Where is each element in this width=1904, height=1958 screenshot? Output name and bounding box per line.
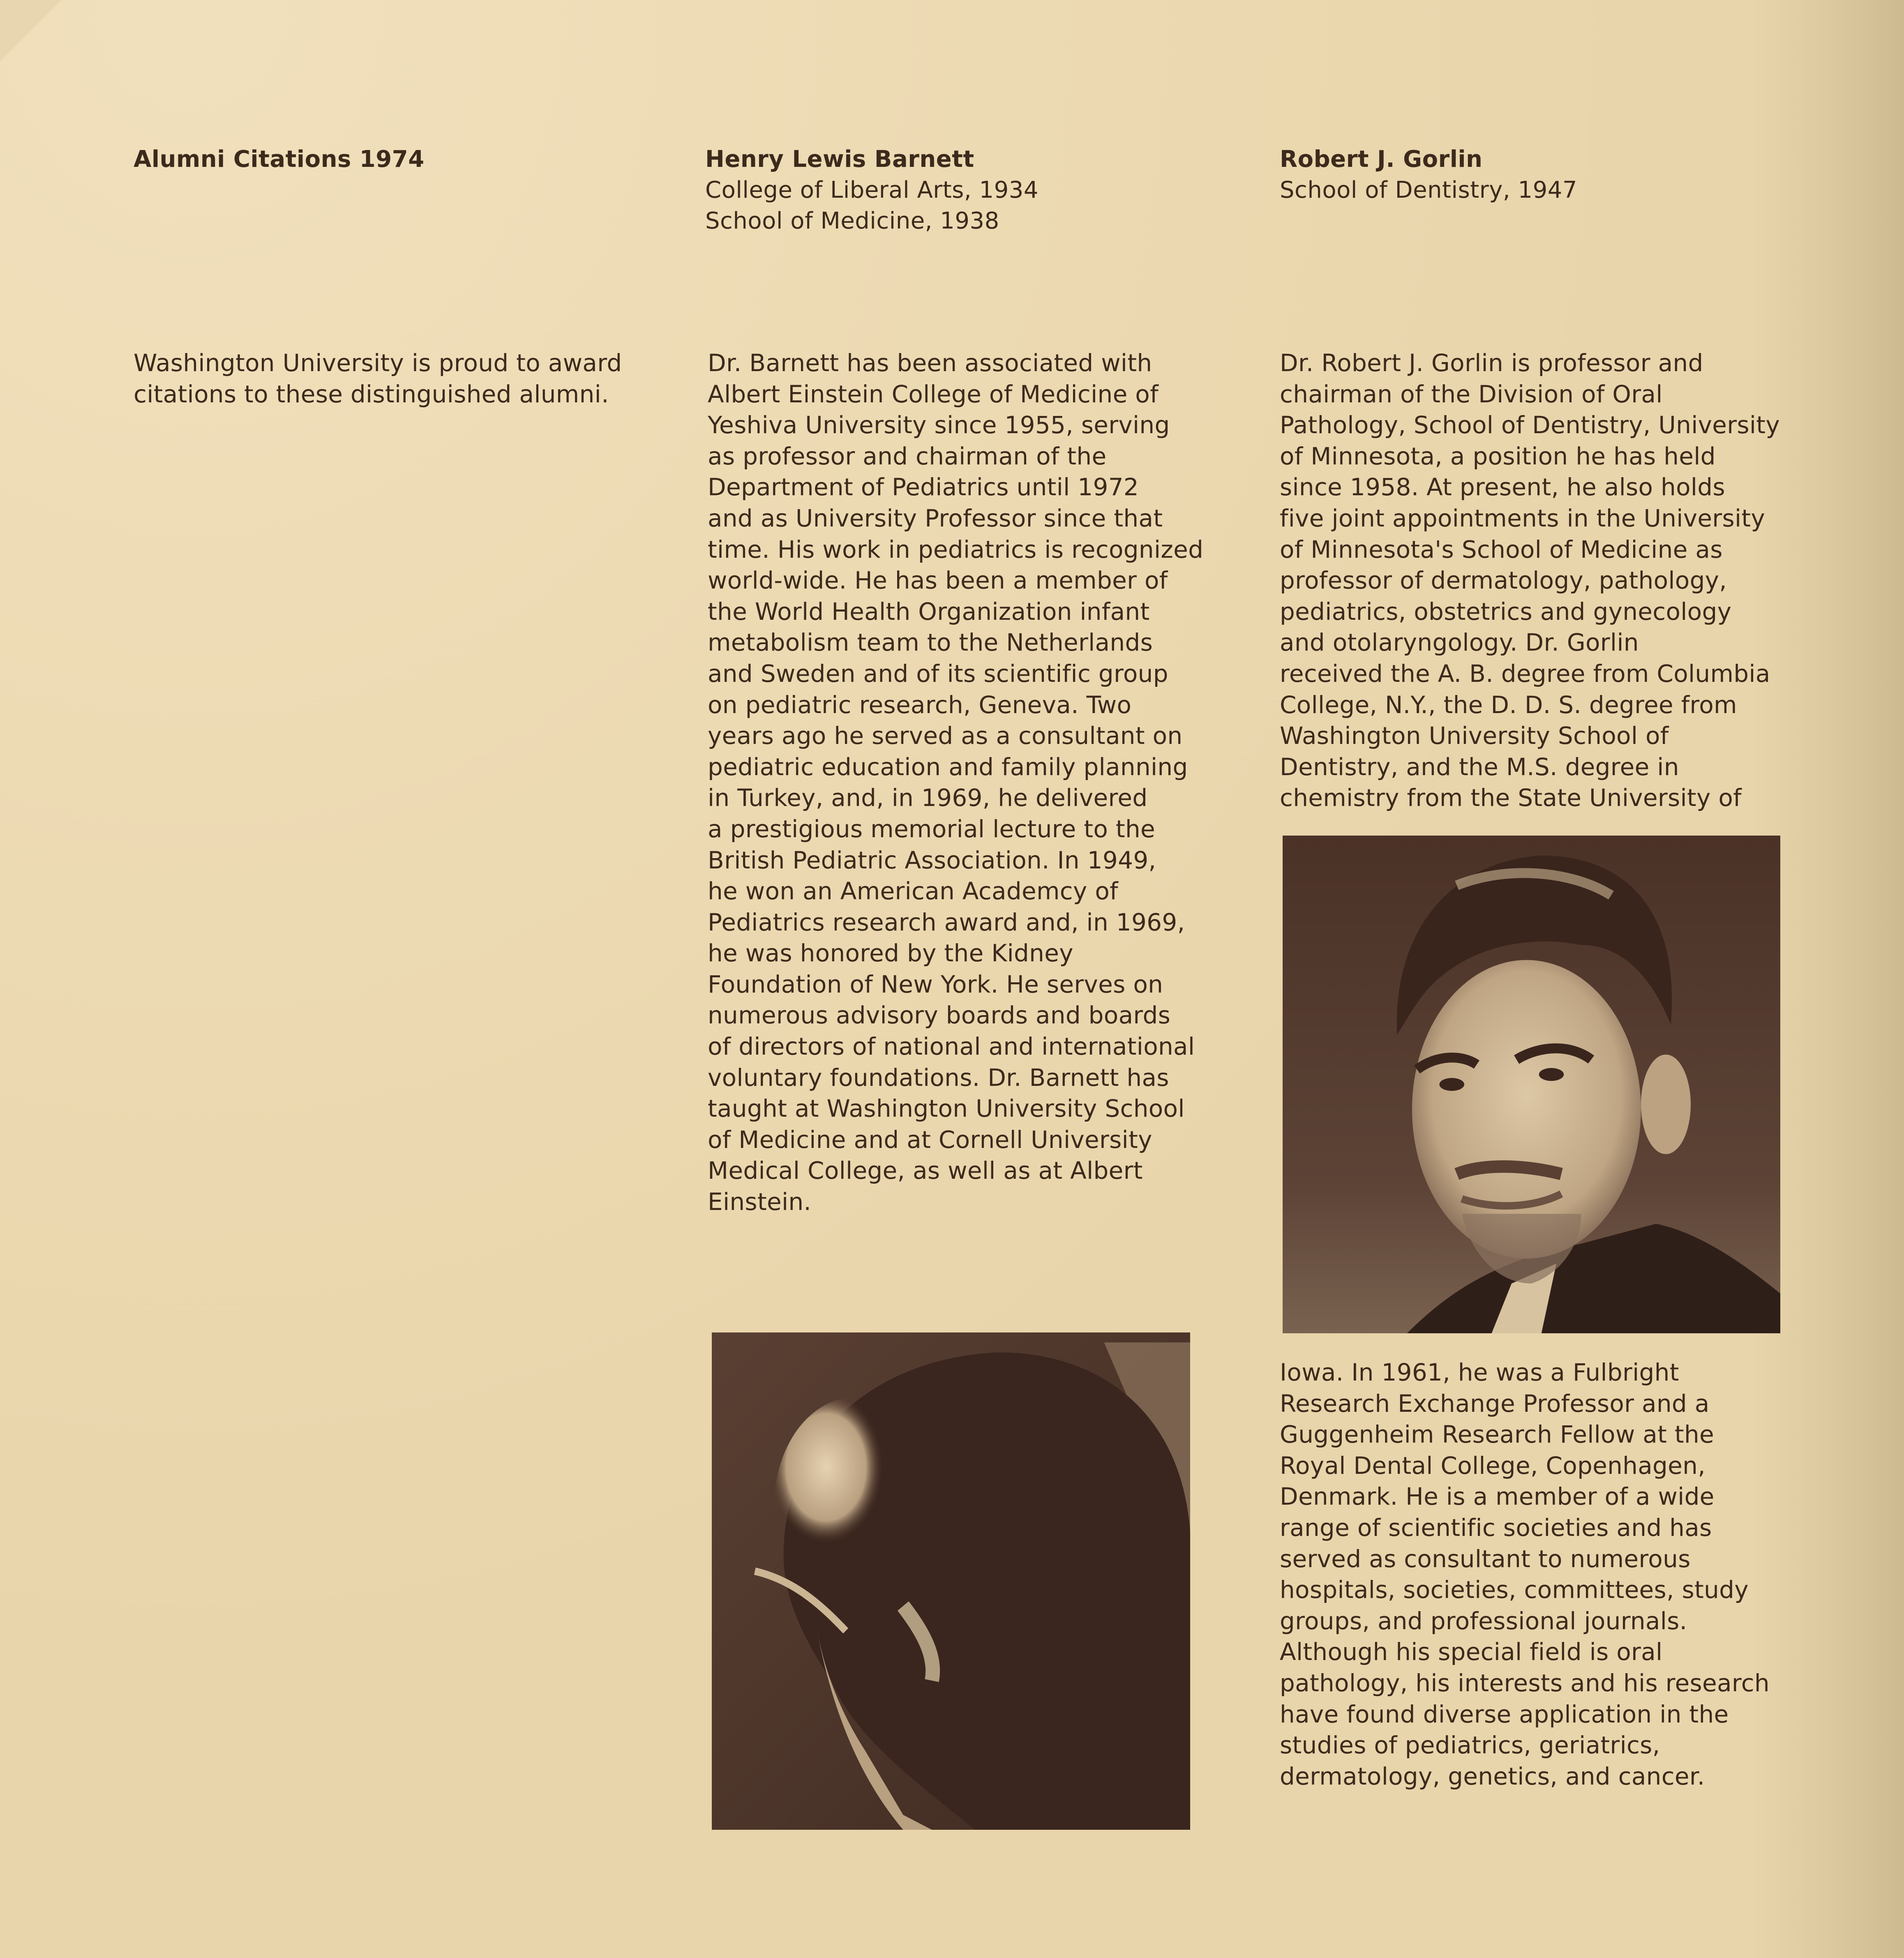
- bio-line: of directors of national and international: [708, 1032, 1195, 1061]
- gorlin-portrait-image: [1283, 836, 1780, 1333]
- bio-line: Research Exchange Professor and a: [1280, 1389, 1710, 1418]
- bio-line: chemistry from the State University of: [1280, 784, 1742, 812]
- bio-line: taught at Washington University School: [708, 1094, 1185, 1123]
- bio-line: Royal Dental College, Copenhagen,: [1280, 1451, 1706, 1480]
- gorlin-header: [1280, 144, 1577, 205]
- gorlin-portrait-photo: [1283, 836, 1780, 1333]
- bio-line: pediatrics, obstetrics and gynecology: [1280, 597, 1732, 626]
- intro-text: [134, 348, 622, 410]
- bio-line: Dr. Barnett has been associated with: [708, 349, 1152, 377]
- bio-line: Dentistry, and the M.S. degree in: [1280, 753, 1679, 781]
- bio-line: Pathology, School of Dentistry, University: [1280, 411, 1780, 439]
- bio-line: Although his special field is oral: [1280, 1638, 1663, 1666]
- gorlin-bio-part1: [1280, 348, 1780, 814]
- bio-line: on pediatric research, Geneva. Two: [708, 690, 1132, 719]
- bio-line: range of scientific societies and has: [1280, 1513, 1712, 1542]
- bio-line: professor of dermatology, pathology,: [1280, 566, 1727, 595]
- bio-line: pediatric education and family planning: [708, 753, 1188, 781]
- bio-line: the World Health Organization infant: [708, 597, 1150, 626]
- bio-line: and as University Professor since that: [708, 504, 1163, 532]
- intro-line: Washington University is proud to award: [134, 349, 622, 377]
- bio-line: Yeshiva University since 1955, serving: [708, 411, 1170, 439]
- bio-line: metabolism team to the Netherlands: [708, 628, 1153, 657]
- bio-line: Einstein.: [708, 1188, 812, 1216]
- bio-line: British Pediatric Association. In 1949,: [708, 846, 1156, 874]
- bio-line: Medical College, as well as at Albert: [708, 1157, 1143, 1185]
- bio-line: Foundation of New York. He serves on: [708, 970, 1163, 998]
- bio-line: studies of pediatrics, geriatrics,: [1280, 1731, 1660, 1759]
- bio-line: in Turkey, and, in 1969, he delivered: [708, 784, 1148, 812]
- bio-line: Denmark. He is a member of a wide: [1280, 1482, 1715, 1511]
- bio-line: Guggenheim Research Fellow at the: [1280, 1420, 1715, 1449]
- barnett-degree: College of Liberal Arts, 1934: [705, 177, 1039, 203]
- bio-line: five joint appointments in the University: [1280, 504, 1766, 532]
- page-heading: Alumni Citations 1974: [134, 146, 425, 173]
- bio-line: pathology, his interests and his research: [1280, 1669, 1770, 1697]
- bio-line: hospitals, societies, committees, study: [1280, 1576, 1749, 1604]
- gorlin-degree: School of Dentistry, 1947: [1280, 177, 1577, 203]
- bio-line: world-wide. He has been a member of: [708, 566, 1168, 595]
- bio-line: Department of Pediatrics until 1972: [708, 473, 1139, 501]
- bio-line: groups, and professional journals.: [1280, 1607, 1687, 1635]
- bio-line: dermatology, genetics, and cancer.: [1280, 1762, 1705, 1790]
- bio-line: as professor and chairman of the: [708, 442, 1107, 470]
- bio-line: Pediatrics research award and, in 1969,: [708, 908, 1185, 936]
- bio-line: years ago he served as a consultant on: [708, 722, 1183, 750]
- bio-line: Albert Einstein College of Medicine of: [708, 380, 1159, 408]
- bio-line: numerous advisory boards and boards: [708, 1001, 1171, 1030]
- gorlin-bio-part2: [1280, 1357, 1770, 1792]
- barnett-name: Henry Lewis Barnett: [705, 146, 974, 173]
- bio-line: of Minnesota's School of Medicine as: [1280, 535, 1723, 563]
- bio-line: Dr. Robert J. Gorlin is professor and: [1280, 349, 1703, 377]
- bio-line: since 1958. At present, he also holds: [1280, 473, 1725, 501]
- page-corner-shadow: [0, 0, 62, 62]
- intro-heading-block: [134, 144, 425, 175]
- bio-line: voluntary foundations. Dr. Barnett has: [708, 1063, 1169, 1092]
- bio-line: he was honored by the Kidney: [708, 939, 1073, 967]
- bio-line: Washington University School of: [1280, 722, 1669, 750]
- intro-line: citations to these distinguished alumni.: [134, 380, 609, 408]
- bio-line: Iowa. In 1961, he was a Fulbright: [1280, 1358, 1679, 1386]
- barnett-header: [705, 144, 1039, 236]
- bio-line: served as consultant to numerous: [1280, 1545, 1691, 1573]
- bio-line: he won an American Academcy of: [708, 877, 1118, 905]
- bio-line: of Medicine and at Cornell University: [708, 1125, 1152, 1154]
- barnett-portrait-photo: [712, 1332, 1190, 1830]
- bio-line: time. His work in pediatrics is recognized: [708, 535, 1204, 563]
- bio-line: a prestigious memorial lecture to the: [708, 815, 1155, 843]
- barnett-portrait-image: [712, 1332, 1190, 1830]
- bio-line: have found diverse application in the: [1280, 1700, 1729, 1728]
- bio-line: and otolaryngology. Dr. Gorlin: [1280, 628, 1639, 657]
- bio-line: chairman of the Division of Oral: [1280, 380, 1663, 408]
- barnett-bio: [708, 348, 1203, 1218]
- bio-line: and Sweden and of its scientific group: [708, 659, 1168, 688]
- bio-line: received the A. B. degree from Columbia: [1280, 659, 1770, 688]
- gorlin-name: Robert J. Gorlin: [1280, 146, 1483, 173]
- bio-line: of Minnesota, a position he has held: [1280, 442, 1716, 470]
- barnett-degree: School of Medicine, 1938: [705, 208, 999, 234]
- bio-line: College, N.Y., the D. D. S. degree from: [1280, 690, 1737, 719]
